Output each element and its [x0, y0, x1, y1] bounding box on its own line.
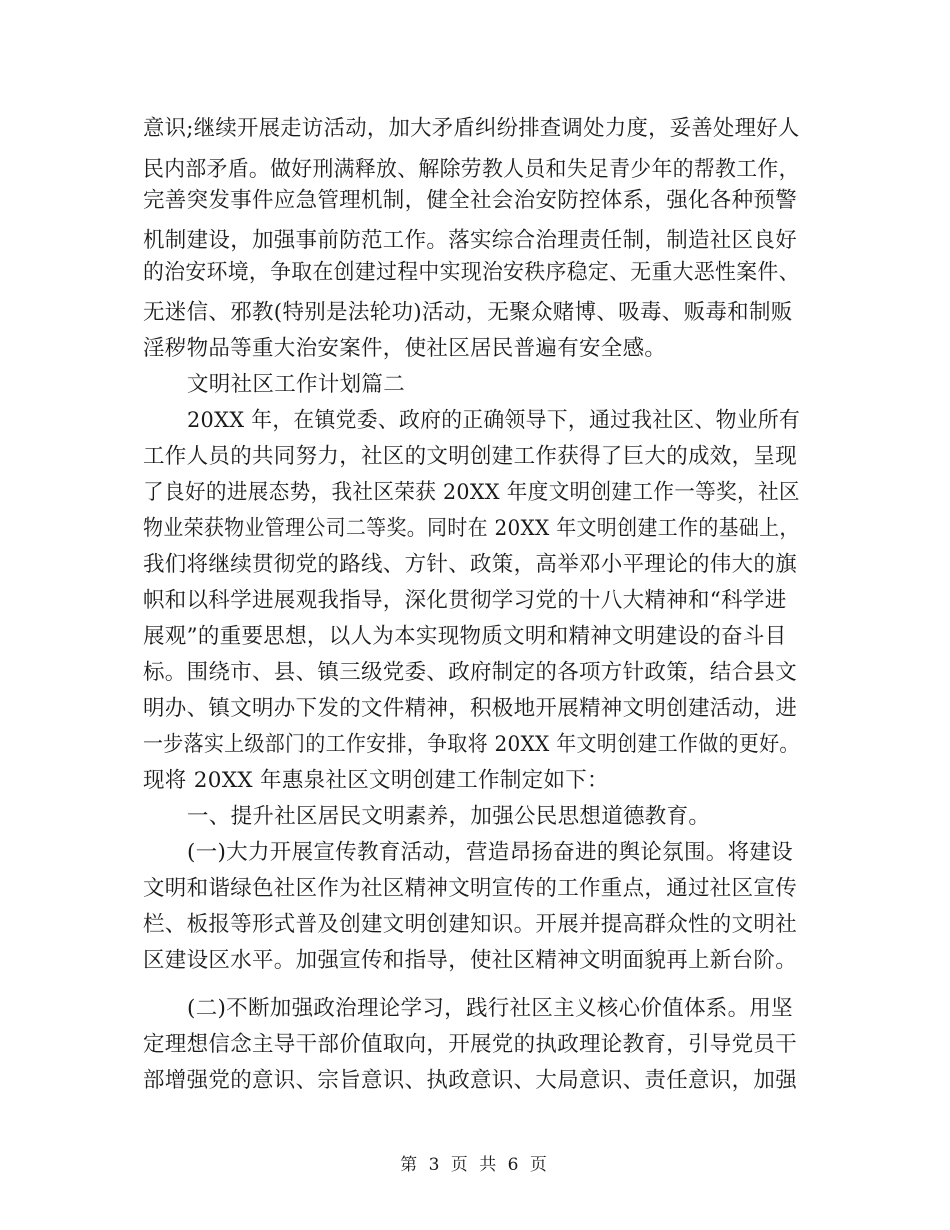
text-line: 展观”的重要思想，以人为本实现物质文明和精神文明建设的奋斗目 — [143, 624, 787, 649]
section-heading: 文明社区工作计划篇二 — [187, 372, 406, 397]
text-line: 部增强党的意识、宗旨意识、执政意识、大局意识、责任意识，加强 — [143, 1068, 798, 1093]
text-line: 完善突发事件应急管理机制，健全社会治安防控体系，强化各种预警 — [143, 188, 798, 213]
text-line: 栏、板报等形式普及创建文明创建知识。开展并提高群众性的文明社 — [143, 912, 798, 937]
text-line: (二)不断加强政治理论学习，践行社区主义核心价值体系。用坚 — [187, 996, 793, 1021]
text-line: 一步落实上级部门的工作安排，争取将 20XX 年文明创建工作做的更好。 — [143, 732, 800, 757]
text-line: 机制建设，加强事前防范工作。落实综合治理责任制，制造社区良好 — [143, 228, 798, 253]
text-line: 20XX 年，在镇党委、政府的正确领导下，通过我社区、物业所有 — [187, 408, 801, 433]
text-line: 我们将继续贯彻党的路线、方针、政策，高举邓小平理论的伟大的旗 — [143, 552, 798, 577]
text-line: 了良好的进展态势，我社区荣获 20XX 年度文明创建工作一等奖，社区 — [143, 480, 800, 505]
text-line: 意识;继续开展走访活动，加大矛盾纠纷排查调处力度，妥善处理好人 — [143, 116, 800, 141]
text-line: 淫秽物品等重大治安案件，使社区居民普遍有安全感。 — [143, 336, 667, 361]
text-line: 民内部矛盾。做好刑满释放、解除劳教人员和失足青少年的帮教工作， — [143, 157, 800, 182]
text-line: 无迷信、邪教(特别是法轮功)活动，无聚众赌博、吸毒、贩毒和制贩 — [143, 300, 793, 325]
text-line: 区建设区水平。加强宣传和指导，使社区精神文明面貌再上新台阶。 — [143, 948, 798, 973]
text-line: 工作人员的共同努力，社区的文明创建工作获得了巨大的成效，呈现 — [143, 444, 798, 469]
page-number-footer: 第 3 页 共 6 页 — [400, 1155, 550, 1175]
section-heading: 一、提升社区居民文明素养，加强公民思想道德教育。 — [187, 804, 711, 829]
text-line: (一)大力开展宣传教育活动，营造昂扬奋进的舆论氛围。将建设 — [187, 840, 793, 865]
text-line: 现将 20XX 年惠泉社区文明创建工作制定如下： — [143, 768, 609, 793]
text-line: 明办、镇文明办下发的文件精神，积极地开展精神文明创建活动，进 — [143, 696, 798, 721]
text-line: 定理想信念主导干部价值取向，开展党的执政理论教育，引导党员干 — [143, 1032, 798, 1057]
text-line: 的治安环境，争取在创建过程中实现治安秩序稳定、无重大恶性案件、 — [143, 260, 800, 285]
text-line: 文明和谐绿色社区作为社区精神文明宣传的工作重点，通过社区宣传 — [143, 876, 798, 901]
text-line: 标。围绕市、县、镇三级党委、政府制定的各项方针政策，结合县文 — [143, 660, 798, 685]
text-line: 帜和以科学进展观我指导，深化贯彻学习党的十八大精神和“科学进 — [143, 588, 787, 613]
text-line: 物业荣获物业管理公司二等奖。同时在 20XX 年文明创建工作的基础上， — [143, 516, 800, 541]
